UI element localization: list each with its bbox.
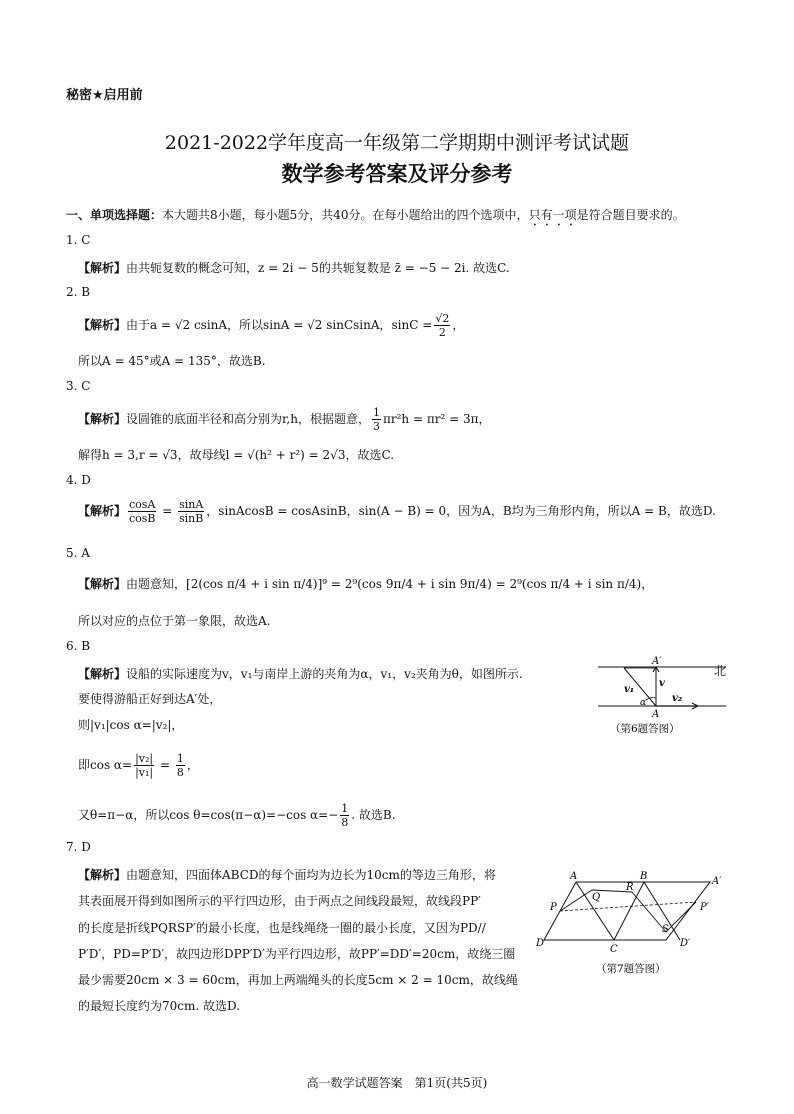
q6-line5 (78, 802, 396, 829)
q2-line1: 由于a = √2 csinA，所以sinA = √2 sinCsinA，sinC = (126, 318, 433, 332)
q5-analysis (78, 575, 653, 592)
q6-line4-end: ， (186, 758, 199, 772)
q7-line2: 其表面展开得到如图所示的平行四边形，由于两点之间线段最短，故线段PP′ (78, 894, 481, 908)
q7-number: 7. D (66, 840, 91, 854)
q6-line2: 要使得游船正好到达A′处， (78, 692, 222, 706)
analysis-tag: 【解析】 (78, 667, 127, 681)
fraction (340, 802, 349, 829)
q6-line1: 设船的实际速度为v，v₁与南岸上游的夹角为α，v₁，v₂夹角为θ，如图所示. (126, 667, 523, 681)
label-D-prime: D′ (680, 938, 691, 949)
q7-figure-caption: （第7题答图） (596, 963, 666, 975)
fraction-num: sinA (179, 498, 204, 511)
analysis-tag: 【解析】 (78, 412, 127, 426)
fraction (176, 752, 185, 779)
fraction (178, 498, 204, 525)
q4-analysis (78, 498, 716, 525)
label-P-prime: P′ (700, 902, 709, 913)
q6-line3: 则|v₁|cos α=|v₂|， (78, 718, 184, 732)
exam-title: 2021-2022学年度高一年级第二学期期中测评考试试题 (164, 132, 630, 154)
q6-number: 6. B (66, 639, 91, 653)
q1-number: 1. C (66, 233, 91, 247)
north-label: 北 (714, 664, 727, 678)
q1-line1: 由共轭复数的概念可知，z = 2i − 5的共轭复数是 z̄ = −5 − 2i. 故选C. (126, 261, 510, 275)
analysis-tag: 【解析】 (78, 504, 127, 518)
q4-line1: ，sinAcosB = cosAsinB，sin(A − B) = 0，因为A，B均为三角形内角，所以A = B，故选D. (206, 504, 716, 518)
label-R: R (626, 882, 634, 893)
section-label: 一、单项选择题： (66, 208, 163, 222)
label-a-top: A′ (652, 656, 662, 667)
section-tail: 是符合题目要求的。 (576, 208, 685, 222)
q2-line1-end: ， (452, 318, 465, 332)
q1-analysis (78, 259, 510, 276)
equals: = (158, 504, 177, 518)
label-v: v (659, 678, 665, 689)
equals: = (156, 758, 174, 772)
fraction-num: cosA (129, 498, 156, 511)
label-A-prime: A′ (712, 876, 722, 887)
fraction-num: 1 (176, 752, 184, 765)
fraction-den: 2 (438, 326, 446, 339)
fraction-den: |v₁| (135, 766, 154, 779)
fraction (128, 498, 156, 525)
q3-analysis (78, 406, 490, 433)
q7-line1: 由题意知，四面体ABCD的每个面均为边长为10cm的等边三角形，将 (126, 868, 496, 882)
q6-line5-end: . 故选B. (351, 808, 396, 822)
label-Q: Q (592, 892, 601, 903)
label-a-bottom: A (652, 709, 660, 720)
fraction-num: 1 (341, 802, 349, 815)
q6-analysis (78, 665, 523, 682)
analysis-tag: 【解析】 (78, 261, 127, 275)
segment-pp2 (560, 902, 696, 911)
fraction (372, 406, 381, 433)
q5-number: 5. A (66, 546, 90, 560)
q6-line4-start: 即cos α= (78, 758, 133, 772)
label-D: D (536, 938, 545, 949)
q2-analysis (78, 312, 464, 339)
label-alpha: α (640, 698, 647, 708)
q7-line3: 的长度是折线PQRSP′的最小长度，也是线绳绕一圈的最小长度，又因为PD// (78, 921, 486, 935)
rope-path (560, 890, 696, 932)
secret-mark: 秘密★启用前 (66, 88, 143, 103)
label-v2: v₂ (672, 693, 683, 704)
q6-line4 (78, 752, 199, 779)
fraction-den: sinB (179, 512, 204, 525)
q6-line5-start: 又θ=π−α，所以cos θ=cos(π−α)=−cos α=− (78, 808, 339, 822)
analysis-tag: 【解析】 (78, 318, 127, 332)
q3-line1-end: πr²h = πr² = 3π， (382, 412, 491, 426)
q6-figure-caption: （第6题答图） (610, 723, 680, 735)
label-P: P (550, 902, 557, 913)
fraction-num: 1 (372, 406, 380, 419)
fraction-num: √2 (435, 312, 450, 325)
q7-figure (534, 868, 730, 980)
label-C: C (610, 944, 618, 955)
q7-line5: 最少需要20cm × 3 = 60cm，再加上两端绳头的长度5cm × 2 = 10cm，故线绳 (78, 973, 518, 987)
label-A: A (570, 871, 578, 882)
analysis-tag: 【解析】 (78, 868, 127, 882)
q3-number: 3. C (66, 379, 91, 393)
q2-number: 2. B (66, 285, 91, 299)
fraction (134, 752, 154, 779)
fraction-num: |v₂| (135, 752, 154, 765)
fraction-den: 3 (372, 420, 380, 433)
q5-line2: 所以对应的点位于第一象限，故选A. (78, 614, 271, 628)
fraction-den: 8 (176, 766, 184, 779)
fraction-den: 8 (341, 816, 349, 829)
fraction-den: cosB (128, 512, 156, 525)
section-emphasis: 只有一项 (528, 208, 577, 222)
fraction (434, 312, 450, 339)
label-S: S (662, 924, 669, 935)
label-B: B (640, 871, 648, 882)
q3-line1: 设圆锥的底面半径和高分别为r,h，根据题意， (126, 412, 370, 426)
q4-number: 4. D (66, 473, 91, 487)
q6-figure (594, 654, 734, 742)
section-heading (66, 206, 685, 229)
q2-line2: 所以A = 45°或A = 135°，故选B. (78, 354, 266, 368)
q5-line1: 由题意知，[2(cos π/4 + i sin π/4)]⁹ = 2⁹(cos 9π/4 + i sin 9π/4) = 2⁹(cos π/4 + i sin π/4)， (126, 577, 654, 591)
section-text: 本大题共8小题，每小题5分，共40分。在每小题给出的四个选项中， (162, 208, 529, 222)
q3-line2: 解得h = 3,r = √3，故母线l = √(h² + r²) = 2√3，故选C. (78, 448, 395, 462)
q7-analysis (78, 866, 496, 883)
label-v1: v₁ (624, 684, 635, 695)
exam-subtitle: 数学参考答案及评分参考 (281, 162, 513, 186)
page-footer: 高一数学试题答案 第1页(共5页) (306, 1076, 488, 1090)
q7-line6: 的最短长度约为70cm. 故选D. (78, 999, 241, 1013)
q7-line4: P′D′，PD=P′D′，故四边形DPP′D′为平行四边形，故PP′=DD′=20cm，故绕三圈 (78, 947, 516, 961)
analysis-tag: 【解析】 (78, 577, 127, 591)
